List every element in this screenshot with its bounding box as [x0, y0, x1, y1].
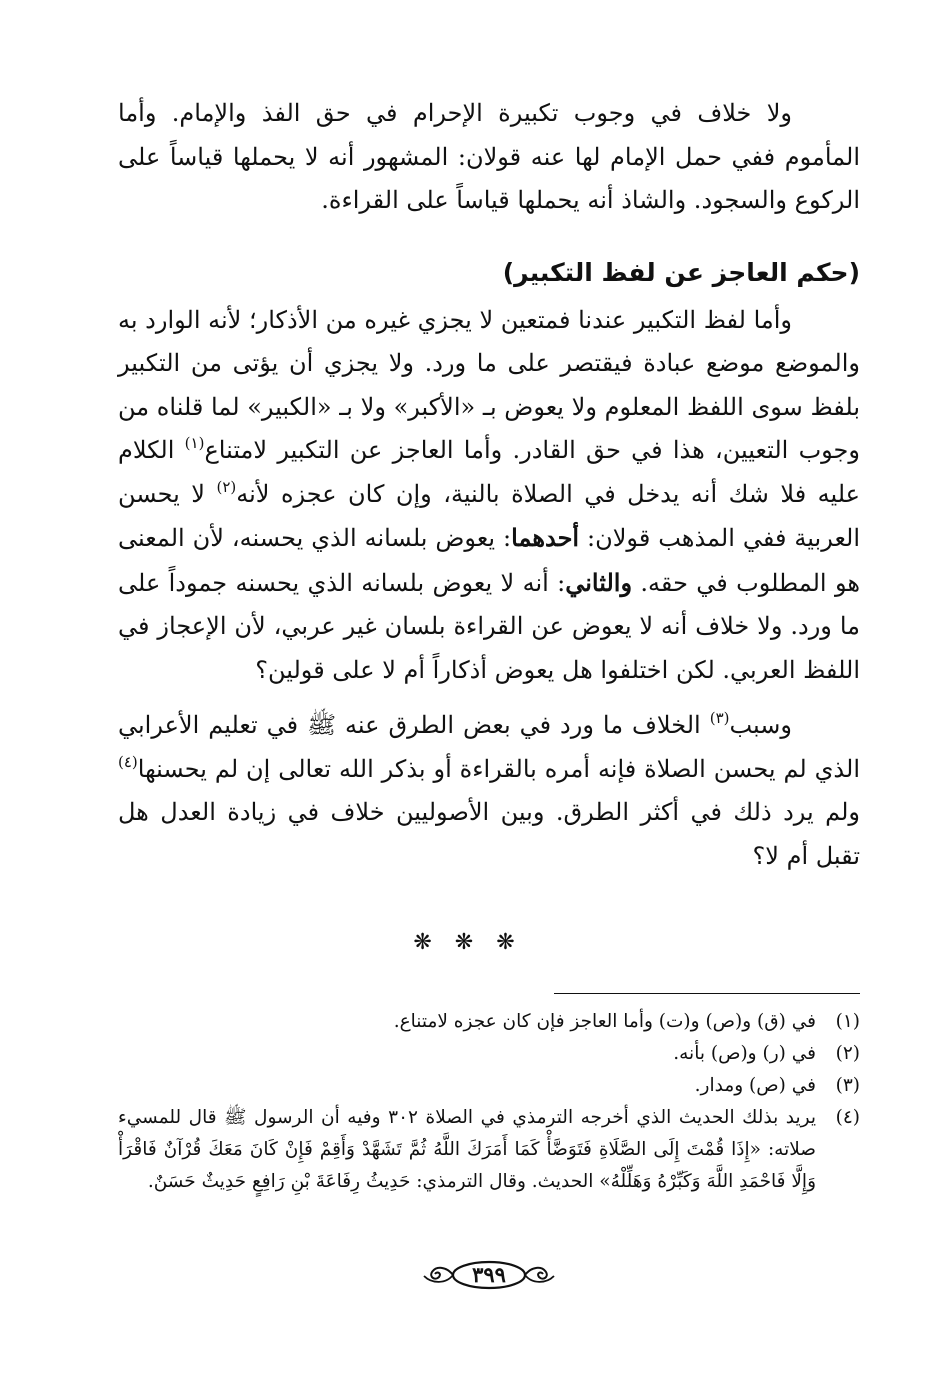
paragraph-text: الخلاف ما ورد في بعض الطرق عنه ﷺ في تعليم الأعرابي الذي لم يحسن الصلاة فإنه أمره بالقراءة أو بذكر الله تعالى إن لم يحسنها [118, 711, 860, 783]
bold-term-second: والثاني [565, 567, 633, 597]
paragraph-takbir-wording [118, 299, 860, 693]
footnote-text: يريد بذلك الحديث الذي أخرجه الترمذي في الصلاة ٣٠٢ وفيه أن الرسول ﷺ قال للمسيء صلاته: «إِذَا قُمْتَ إِلَى الصَّلَاةِ فَتَوَضَّأْ كَمَا أَمَرَكَ اللَّهُ ثُمَّ تَشَهَّدْ وَأَقِمْ فَإِنْ كَانَ مَعَكَ قُرْآنٌ فَاقْرَأْ وَإِلَّا فَاحْمَدِ اللَّهَ وَكَبِّرْهُ وَهَلِّلْهُ» الحديث. وقال الترمذي: حَدِيثُ رِفَاعَةَ بْنِ رَافِعٍ حَدِيثٌ حَسَنٌ. [118, 1107, 816, 1192]
footnote-item [118, 1038, 860, 1070]
bold-term-first: أحدهما [511, 523, 580, 552]
paragraph-text: لا يحسن العربية ففي المذهب قولان: [118, 479, 861, 552]
page-number: ٣٩٩ [472, 1262, 506, 1287]
footnote-ref-4: (٤) [118, 752, 138, 771]
paragraph-text: : يعوض بلسانه الذي يحسنه، لأن المعنى هو المطلوب في حقه. [118, 524, 860, 597]
paragraph-takbirat-al-ihram: ولا خلاف في وجوب تكبيرة الإحرام في حق الفذ والإمام. وأما المأموم ففي حمل الإمام لها عنه قولان: المشهور أنه لا يحملها قياساً على الركوع والسجود. والشاذ أنه يحملها قياساً على القراءة. [118, 99, 860, 214]
paragraph-text: الكلام عليه فلا شك أنه يدخل في الصلاة بالنية، وإن كان عجزه لأنه [118, 436, 861, 508]
paragraph-text: وأما لفظ التكبير عندنا فمتعين لا يجزي غيره من الأذكار؛ لأنه الوارد به والموضع موضع عبادة فيقتصر على ما ورد. ولا يجزي أن يؤتى من التكبير بلفظ سوى اللفظ المعلوم ولا يعوض بـ «الأكبر» ولا بـ «الكبير» لما قلناه من وجوب التعيين، هذا في حق القادر. وأما العاجز عن التكبير لامتناع [118, 305, 861, 464]
footnote-number: (٤) [835, 1107, 860, 1128]
footnote-number: (٢) [835, 1043, 860, 1064]
footnote-item [118, 1006, 860, 1038]
footnote-ref-2: (٢) [216, 477, 237, 496]
footnote-text: في (ر) و(ص) بأنه. [673, 1043, 816, 1064]
footnote-text: في (ص) ومدار. [694, 1075, 816, 1096]
footnotes [118, 1006, 860, 1198]
main-text [118, 92, 860, 878]
paragraph-text: ولم يرد ذلك في أكثر الطرق. وبين الأصوليين خلاف في زيادة العدل هل تقبل أم لا؟ [118, 798, 860, 870]
footnote-number: (١) [835, 1011, 860, 1032]
footnote-number: (٣) [835, 1075, 860, 1096]
footnote-text: في (ق) و(ص) و(ت) وأما العاجز فإن كان عجزه لامتناع. [393, 1011, 816, 1032]
page-number-frame [418, 1260, 560, 1290]
paragraph-text: وسبب [729, 711, 792, 739]
footnote-item [118, 1102, 860, 1198]
footnote-separator [554, 993, 860, 994]
paragraph-reason-of-dispute [118, 704, 860, 878]
footnote-ref-1: (١) [184, 434, 205, 452]
footnote-item [118, 1070, 860, 1102]
paragraph-text: : أنه لا يعوض بلسانه الذي يحسنه جموداً على ما ورد. ولا خلاف أنه لا يعوض عن القراءة بلسان غير عربي، لأن الإعجاز في اللفظ العربي. لكن اختلفوا هل يعوض أذكاراً أم لا على قولين؟ [118, 568, 860, 684]
section-heading: (حكم العاجز عن لفظ التكبير) [502, 257, 860, 287]
footnote-ref-3: (٣) [709, 709, 730, 727]
section-end-ornament: ❋ ❋ ❋ [413, 930, 523, 955]
